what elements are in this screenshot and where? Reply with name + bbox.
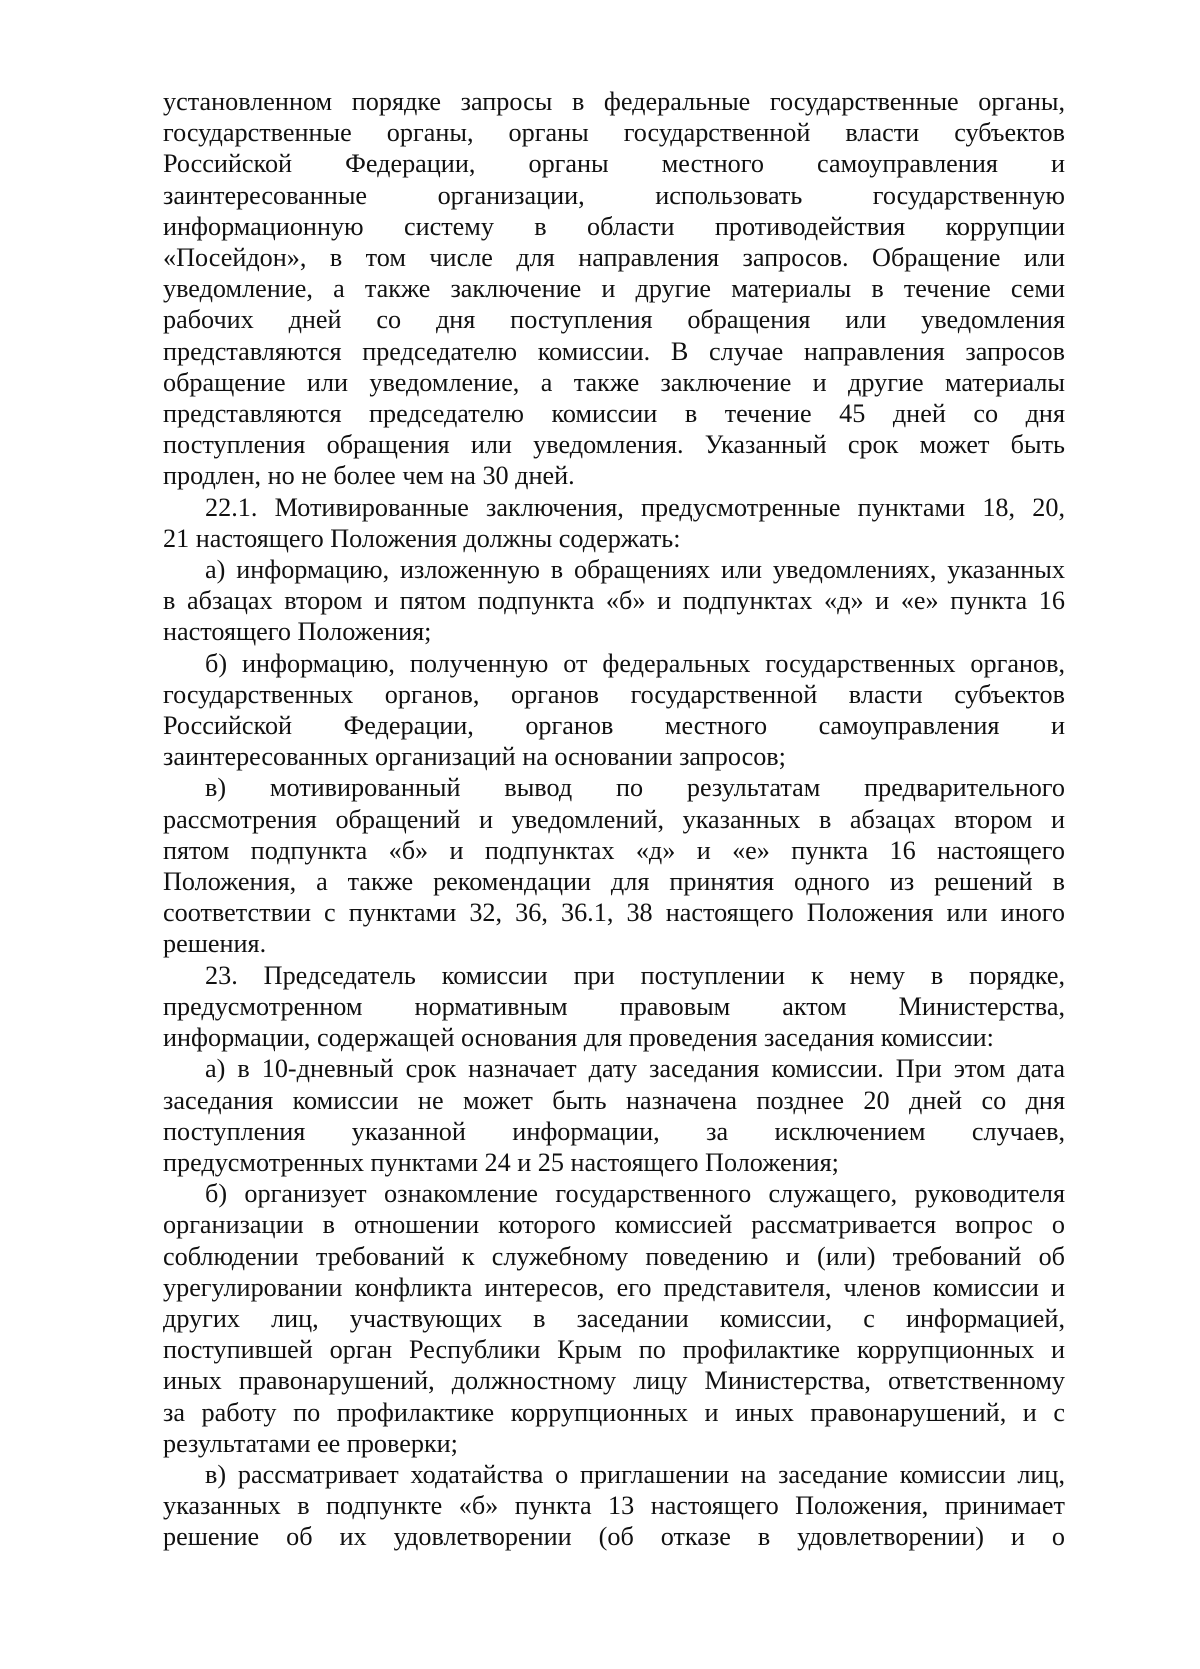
paragraph-23-item-a: [163, 1053, 1065, 1178]
text-line: а) в 10-дневный срок назначает дату заседания комиссии. При этом дата: [205, 1054, 1065, 1084]
text-line: урегулировании конфликта интересов, его представителя, членов комиссии и: [163, 1272, 1065, 1302]
text-line: других лиц, участвующих в заседании комиссии, с информацией,: [163, 1303, 1065, 1333]
text-line: предусмотренных пунктами 24 и 25 настоящего Положения;: [163, 1147, 839, 1177]
text-line: организации в отношении которого комиссией рассматривается вопрос о: [163, 1210, 1065, 1240]
paragraph-23-item-v: [163, 1459, 1065, 1553]
text-line: заседания комиссии не может быть назначена позднее 20 дней со дня: [163, 1085, 1065, 1115]
paragraph-continuation: [163, 86, 1065, 492]
text-line: представляются председателю комиссии. В случае направления запросов: [163, 336, 1065, 366]
text-line: информационную систему в области противодействия коррупции: [163, 211, 1065, 241]
text-line: рабочих дней со дня поступления обращения или уведомления: [163, 305, 1065, 335]
paragraph-22-1-item-b: [163, 648, 1065, 773]
text-line: рассмотрения обращений и уведомлений, указанных в абзацах втором и: [163, 804, 1065, 834]
text-line: 23. Председатель комиссии при поступлении к нему в порядке,: [205, 960, 1065, 990]
text-line: информации, содержащей основания для проведения заседания комиссии:: [163, 1023, 994, 1053]
text-line: установленном порядке запросы в федеральные государственные органы,: [163, 87, 1065, 116]
text-line: Российской Федерации, органов местного самоуправления и: [163, 711, 1065, 741]
text-line: 21 настоящего Положения должны содержать:: [163, 523, 681, 553]
text-line: государственных органов, органов государственной власти субъектов: [163, 679, 1065, 709]
text-line: в абзацах втором и пятом подпункта «б» и подпунктах «д» и «е» пункта 16: [163, 586, 1065, 616]
text-line: заинтересованных организаций на основании запросов;: [163, 742, 786, 772]
text-line: иных правонарушений, должностному лицу Министерства, ответственному: [163, 1366, 1065, 1396]
text-line: результатами ее проверки;: [163, 1428, 458, 1458]
text-line: а) информацию, изложенную в обращениях или уведомлениях, указанных: [205, 555, 1065, 585]
text-line: б) информацию, полученную от федеральных государственных органов,: [205, 648, 1065, 678]
text-line: решения.: [163, 929, 267, 959]
paragraph-23: [163, 960, 1065, 1054]
text-line: уведомление, а также заключение и другие материалы в течение семи: [163, 274, 1065, 304]
text-line: заинтересованные организации, использовать государственную: [163, 180, 1065, 210]
text-line: обращение или уведомление, а также заключение и другие материалы: [163, 367, 1065, 397]
text-line: указанных в подпункте «б» пункта 13 настоящего Положения, принимает: [163, 1491, 1065, 1521]
paragraph-22-1-item-v: [163, 772, 1065, 959]
text-line: поступления указанной информации, за исключением случаев,: [163, 1116, 1065, 1146]
text-line: в) рассматривает ходатайства о приглашении на заседание комиссии лиц,: [205, 1459, 1065, 1489]
document-page: [163, 86, 1065, 1553]
paragraph-23-item-b: [163, 1178, 1065, 1459]
text-line: государственные органы, органы государственной власти субъектов: [163, 118, 1065, 148]
text-line: 22.1. Мотивированные заключения, предусмотренные пунктами 18, 20,: [205, 492, 1065, 522]
text-line: «Посейдон», в том числе для направления запросов. Обращение или: [163, 243, 1065, 273]
text-line: представляются председателю комиссии в течение 45 дней со дня: [163, 399, 1065, 429]
text-line: б) организует ознакомление государственного служащего, руководителя: [205, 1179, 1065, 1209]
text-line: Российской Федерации, органы местного самоуправления и: [163, 149, 1065, 179]
text-line: Положения, а также рекомендации для принятия одного из решений в: [163, 867, 1065, 897]
text-line: решение об их удовлетворении (об отказе в удовлетворении) и о: [163, 1522, 1065, 1552]
text-line: предусмотренном нормативным правовым актом Министерства,: [163, 991, 1065, 1021]
text-line: поступившей орган Республики Крым по профилактике коррупционных и: [163, 1335, 1065, 1365]
paragraph-22-1: [163, 492, 1065, 554]
text-line: продлен, но не более чем на 30 дней.: [163, 461, 575, 491]
text-line: поступления обращения или уведомления. Указанный срок может быть: [163, 430, 1065, 460]
text-line: за работу по профилактике коррупционных и иных правонарушений, и с: [163, 1397, 1065, 1427]
text-line: настоящего Положения;: [163, 617, 432, 647]
text-line: пятом подпункта «б» и подпунктах «д» и «е» пункта 16 настоящего: [163, 835, 1065, 865]
text-line: соблюдении требований к служебному поведению и (или) требований об: [163, 1241, 1065, 1271]
text-line: в) мотивированный вывод по результатам предварительного: [205, 773, 1065, 803]
paragraph-22-1-item-a: [163, 554, 1065, 648]
text-line: соответствии с пунктами 32, 36, 36.1, 38 настоящего Положения или иного: [163, 898, 1065, 928]
